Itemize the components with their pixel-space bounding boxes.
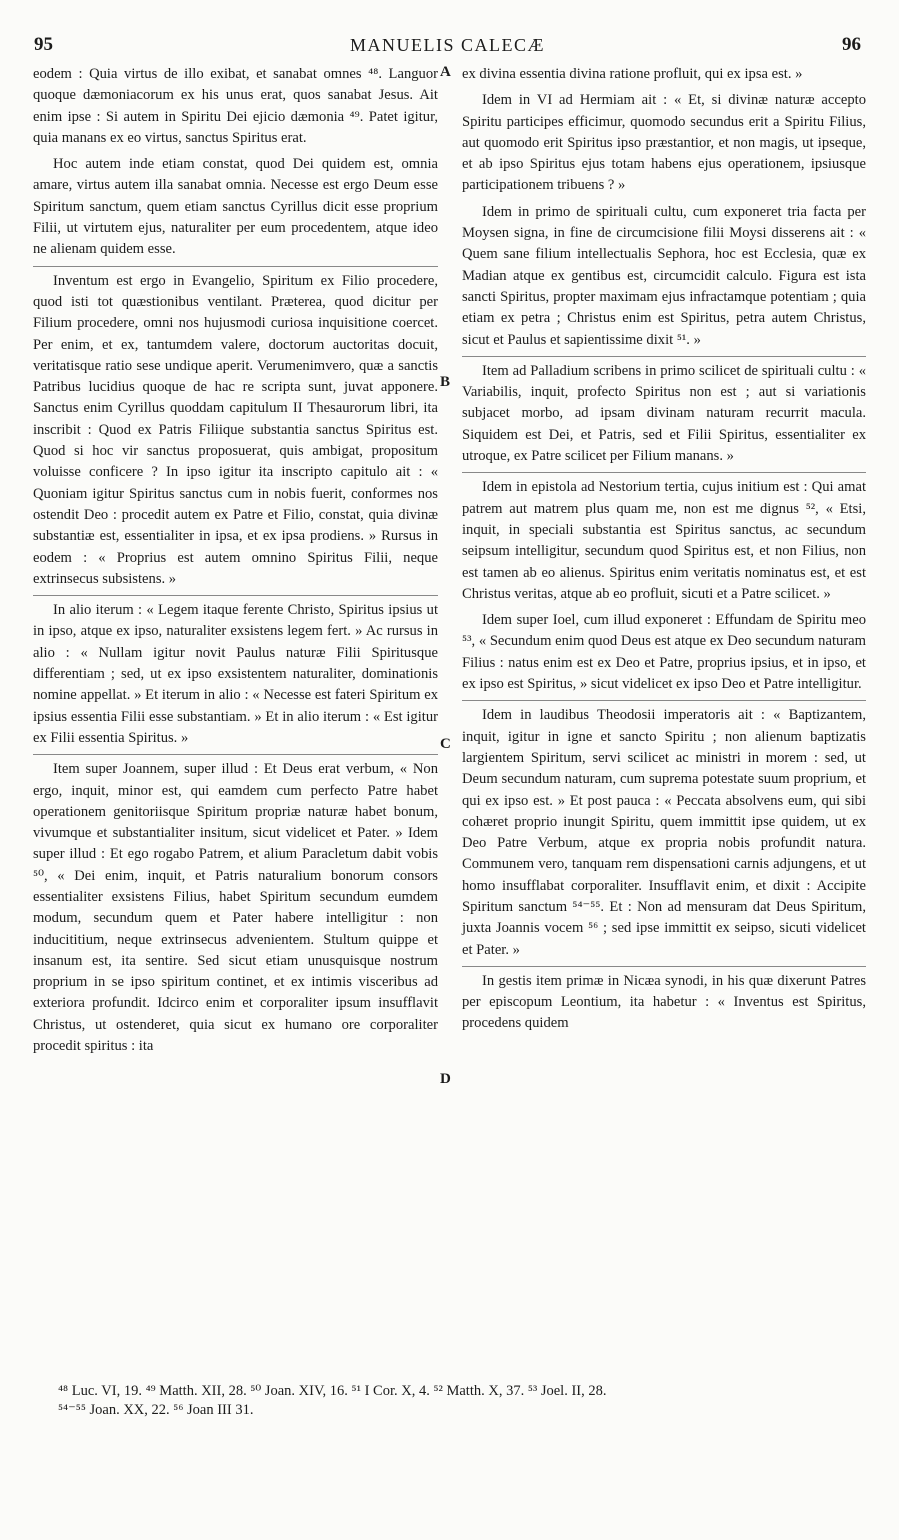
paragraph: In gestis item primæ in Nicæa synodi, in his quæ dixerunt Patres per episcopum Leontium, ita habetur : « Inventus est Spiritus, procedens quidem [462,966,866,1035]
paragraph: In alio iterum : « Legem itaque ferente Christo, Spiritus ipsius ut in ipso, atque ex ipso, naturaliter exsistens legem fert. » Ac rursus in alio : « Nullam igitur novit Paulus naturæ Filii Spiritusque differentiam ; sed, ut ex ipso exsistentem naturaliter, dominationis nomine appellat. » Et iterum in alio : « Necesse est fateri Spiritum ex ipsius essentia Filii esse substantiam. » Et in alio iterum : « Est igitur ex Filii essentia Spiritus. » [33,595,438,749]
left-column [33,64,438,1062]
paragraph: Idem in laudibus Theodosii imperatoris ait : « Baptizantem, inquit, igitur in igne et sancto Spiritu ; non alienum baptizatis largientem Spiritum, servi scilicet ac ministri in morem : sed, ut Deum secundum naturam, cum suprema potestate suum proprium, et qui ex ipso est. » Et post pauca : « Peccata absolvens eum, qui sibi cohæret proprio inungit Spiritu, quem immittit ipse quidem, ut ex Deo Patre Verbum, atque ex propria nobis profundit natura. Communem vero, tanquam rem dispensationi carnis adjungens, et ut homo insufflabat corporaliter. Insufflavit enim, et dixit : Accipite Spiritum sanctum ⁵⁴⁻⁵⁵. Et : Non ad mensuram dat Deus Spiritum, juxta Joannis vocem ⁵⁶ ; sed ipse immittit ex seipso, sicuti videlicet et Pater. » [462,700,866,961]
paragraph: Hoc autem inde etiam constat, quod Dei quidem est, omnia amare, virtus autem illa sanabat omnia. Necesse est ergo Deum esse Spiritum sanctum, quem etiam sanctus Cyrillus dicit esse proprium Filii, ut virtutem ejus, naturaliter per eum procedentem, atque ideo ne alienam quidem esse. [33,156,438,258]
paragraph: Idem in primo de spirituali cultu, cum exponeret tria facta per Moysen signa, in fine de circumcisione filii Moysi disserens ait : « Quem sane filium intellectualis Sephora, hoc est Ecclesia, quæ ex Madian atque ex gentibus est, circumcidit calculo. Figura est ista sancti Spiritus, propter maximam ejus infractamque potentiam ; quia etiam ex petra ; Christus enim est Spiritus, petra autem Christus, sicut et Paulus et sapientissime dixit ⁵¹. » [462,203,866,348]
paragraph: Item ad Palladium scribens in primo scilicet de spirituali cultu : « Variabilis, inquit, profecto Spiritus non est ; aut si variationis subjacet morbo, ad ipsam divinam naturam recurrit macula. Siquidem est Dei, et Patris, sed et Filii Spiritus, essentialiter ex utroque, ex Patre scilicet per Filium manans. » [462,356,866,467]
paragraph: Inventum est ergo in Evangelio, Spiritum ex Filio procedere, quod isti tot quæstionibus ventilant. Præterea, quod dicitur per Filium procedere, omni nos hujusmodi curiosa inquisitione coercet. Per enim, et ex, tantumdem valere, doctorum auctoritas docuit, veritatisque ratio sese undique aperit. Verumenimvero, quæ a sanctis Patribus lucidius quoque de hac re scripta sunt, juvat apponere. Sanctus enim Cyrillus quoddam capitulum II Thesaurorum libri, ita inscribit : Quod ex Patris Filiique substantia sanctus Spiritus est. Quod si hoc vir sanctus proposuerat, quis ambigat, propositum voluisse conficere ? In ipso igitur ita inscripto capitulo ait : « Quoniam igitur Spiritus sanctus cum in nobis fuerit, conformes nos ostendit Deo : procedit autem ex Patre et Filio, constat, quia divinæ substantiæ est, essentialiter in ipsa, et ex ipsa prodiens. » Rursus in eodem : « Proprius est autem omnino Spiritus Filii, neque extrinsecus subsistens. » [33,266,438,590]
paragraph: ex divina essentia divina ratione profluit, qui ex ipsa est. » [462,66,803,82]
page-number-left: 95 [34,34,53,55]
margin-marker-a: A [440,64,451,80]
paragraph: Idem in epistola ad Nestorium tertia, cujus initium est : Qui amat patrem aut matrem plus quam me, non est me dignus ⁵², « Etsi, inquit, in speciali substantia est Spiritus sanctus, ac secundum seipsum intelligitur, secundum quod Spiritus est, et non Filius, non est tamen ab eo alienus. Spiritus enim veritatis nominatus est, et est Christus veritas, atque ab eo profluit, sicuti et a Patre scilicet. » [462,472,866,605]
paragraph: Idem super Ioel, cum illud exponeret : Effundam de Spiritu meo ⁵³, « Secundum enim quod Deus est atque ex Deo secundum naturam Filius : natus enim est ex Deo et Patre, proprius ipsius, et in ipso, et ex ipso est Spiritus, » sicut videlicet ex ipso Deo et Patre intelligitur. [462,612,866,693]
margin-marker-b: B [440,374,451,390]
footnote-line: ⁵⁴⁻⁵⁵ Joan. XX, 22. ⁵⁶ Joan III 31. [58,1402,254,1418]
paragraph: Idem in VI ad Hermiam ait : « Et, si divinæ naturæ accepto Spiritu participes efficimur, quomodo secundus erit a Spiritu Filius, aut quomodo erit Spiritus ipso præstantior, et non magis, ut ipseque, et ab ipso Spiritus ejus totam habens ejus operationem, ipsiusque participationem tribuens ? » [462,92,866,194]
right-column [462,64,866,1040]
footnote-line: ⁴⁸ Luc. VI, 19. ⁴⁹ Matth. XII, 28. ⁵⁰ Joan. XIV, 16. ⁵¹ I Cor. X, 4. ⁵² Matth. X, 37. ⁵³ Joel. II, 28. [58,1383,607,1399]
footnotes [58,1382,869,1420]
paragraph: Item super Joannem, super illud : Et Deus erat verbum, « Non ergo, inquit, minor est, qui eamdem cum perfecto Patre habet operationem genitoriisque Spiritum propriæ naturæ habet bonum, vivumque et substantialiter insitum, sicut videlicet et Pater. » Idem super illud : Et ego rogabo Patrem, et alium Paracletum dabit vobis ⁵⁰, « Dei enim, inquit, et Patris naturalium bonorum consors essentialiter exsistens Filius, habet Spiritum secundum eumdem modum, secundum quem et Pater habere intelligitur : non inducititium, neque extrinsecus advenientem. Stultum quippe et insanum est, ita sentire. Sed sicut etiam unusquisque nostrum proprium in se ipso spiritum continet, et ex intimis visceribus ad exteriora profundit. Idcirco enim et corporaliter ipsum insufflavit Christus, ut ostenderet, quia sicut ex humano ore corporaliter procedit spiritus : ita [33,754,438,1057]
running-title: MANUELIS CALECÆ [349,35,545,55]
paragraph: eodem : Quia virtus de illo exibat, et sanabat omnes ⁴⁸. Languor quoque dæmoniacorum ex his unus erat, quos sanabat Jesus. Ait enim ipse : Si autem in Spiritu Dei ejicio dæmonia ⁴⁹. Patet igitur, quia manans ex eo virtus, sanctus Spiritus erat. [33,66,438,146]
page-number-right: 96 [842,34,861,55]
margin-marker-c: C [440,736,451,752]
running-header [34,34,861,62]
margin-marker-d: D [440,1071,451,1087]
